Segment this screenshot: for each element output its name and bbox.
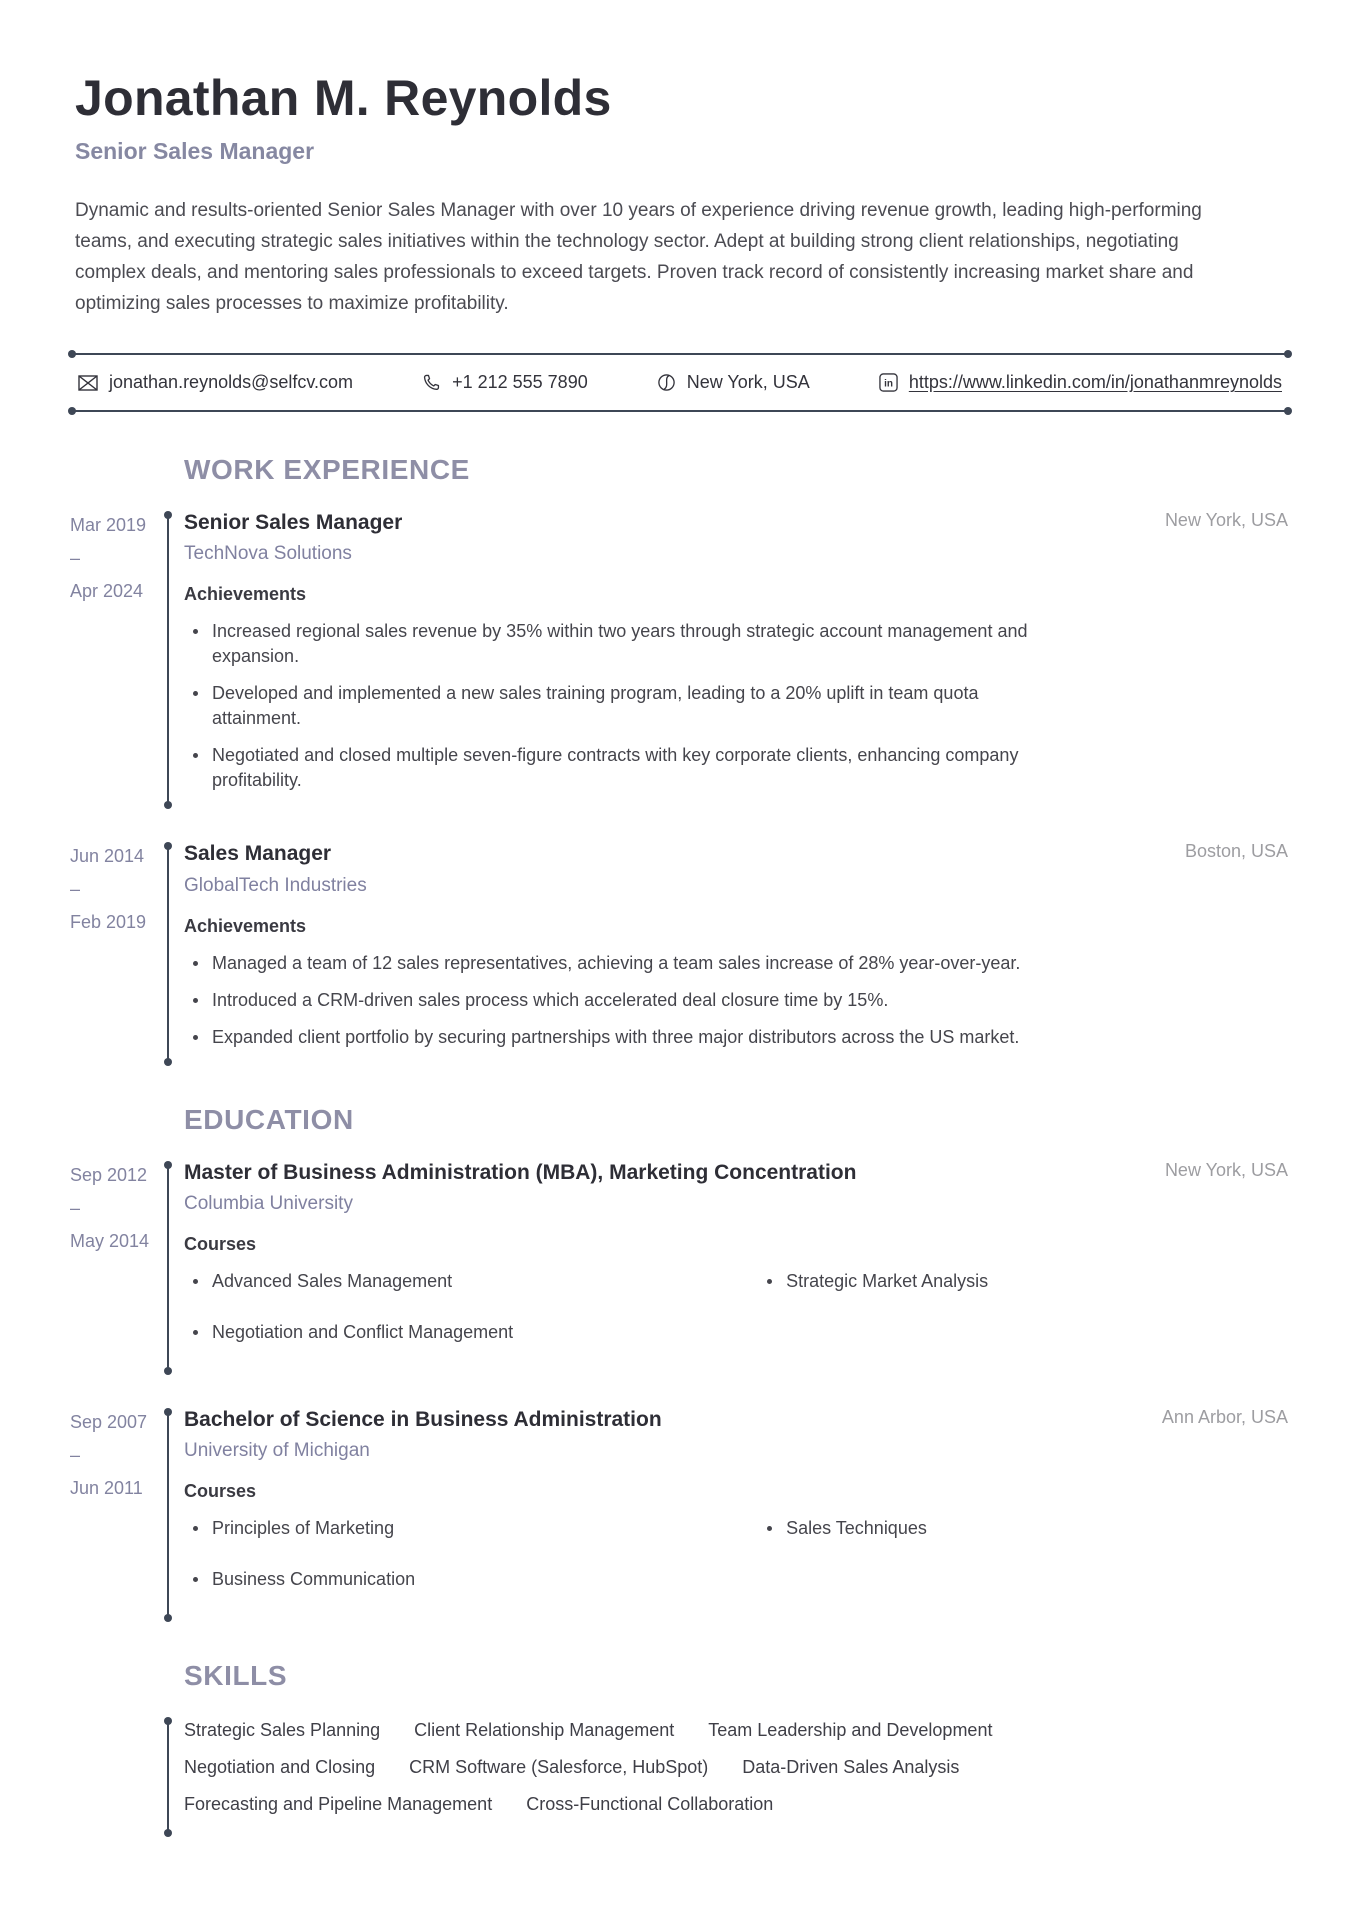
- work-entry-2-dates: [70, 841, 160, 1061]
- skill-item: Team Leadership and Development: [708, 1720, 993, 1740]
- timeline-dot-bottom: [164, 1367, 172, 1375]
- contact-bar: [70, 353, 1290, 412]
- timeline-dot-bottom: [164, 1614, 172, 1622]
- contact-location: [657, 372, 810, 393]
- timeline-dot-top: [164, 1161, 172, 1169]
- timeline-connector: [160, 841, 184, 1061]
- resume-header: [0, 0, 1350, 319]
- company-name: TechNova Solutions: [184, 543, 352, 565]
- job-location: New York, USA: [1164, 510, 1288, 530]
- achievement-item: Managed a team of 12 sales representatives, achieving a team sales increase of 28% year-over-year.: [184, 951, 1039, 976]
- section-title-work: WORK EXPERIENCE: [184, 454, 470, 485]
- job-location: Boston, USA: [1184, 841, 1288, 862]
- school-name: Columbia University: [184, 1192, 353, 1214]
- timeline-dot-top: [164, 1717, 172, 1725]
- course-item: Advanced Sales Management: [184, 1269, 758, 1294]
- summary-paragraph: Dynamic and results-oriented Senior Sales Manager with over 10 years of experience driving revenue growth, leading high-performing teams, and executing strategic sales initiatives within the technology sector. Adept at building strong client relationships, negotiating complex deals, and mentoring sales professionals to exceed targets. Proven track record of consistently increasing market share and optimizing sales processes to maximize profitability.: [75, 200, 1202, 314]
- company-name: GlobalTech Industries: [184, 874, 367, 896]
- contact-bottom-divider: [70, 410, 1290, 412]
- timeline-dot-bottom: [164, 1058, 172, 1066]
- skill-item: Client Relationship Management: [414, 1720, 675, 1740]
- skill-item: Negotiation and Closing: [184, 1757, 376, 1777]
- skill-item: CRM Software (Salesforce, HubSpot): [409, 1757, 709, 1777]
- course-item: Sales Techniques: [758, 1516, 1288, 1541]
- section-title-skills: SKILLS: [184, 1660, 288, 1691]
- course-item: Negotiation and Conflict Management: [184, 1320, 758, 1345]
- timeline-connector: [160, 510, 184, 805]
- timeline-dot-top: [164, 1408, 172, 1416]
- contact-email: [78, 372, 353, 393]
- timeline-dot-bottom: [164, 801, 172, 809]
- work-entry-2: [70, 841, 1288, 1061]
- timeline-dot-bottom: [164, 1829, 172, 1837]
- date-separator: –: [70, 1444, 81, 1465]
- skill-item: Strategic Sales Planning: [184, 1720, 381, 1740]
- work-entry-1: [70, 510, 1288, 805]
- timeline-connector: [160, 1160, 184, 1371]
- skills-section: [70, 1716, 1288, 1833]
- date-from: Sep 2012: [70, 1164, 148, 1185]
- education-entry-2-dates: [70, 1407, 160, 1618]
- courses-label: Courses: [184, 1481, 257, 1501]
- course-item: Principles of Marketing: [184, 1516, 758, 1541]
- person-job-title: Senior Sales Manager: [75, 138, 315, 164]
- svg-text:in: in: [883, 378, 893, 390]
- date-separator: –: [70, 548, 81, 568]
- courses-list: [184, 1516, 1288, 1618]
- section-title-education: EDUCATION: [184, 1103, 354, 1135]
- skill-item: Data-Driven Sales Analysis: [742, 1757, 960, 1777]
- phone-icon: [422, 373, 441, 392]
- job-title: Senior Sales Manager: [184, 511, 403, 534]
- envelope-icon: [78, 375, 98, 391]
- achievements-list: [184, 619, 1039, 793]
- linkedin-icon: [879, 373, 898, 392]
- date-separator: –: [70, 1197, 81, 1218]
- timeline-connector: [160, 1716, 184, 1833]
- contact-email-text: jonathan.reynolds@selfcv.com: [109, 372, 354, 392]
- date-to: Apr 2024: [70, 581, 144, 601]
- contact-top-divider: [70, 353, 1290, 355]
- achievements-label: Achievements: [184, 584, 307, 605]
- contact-phone: [422, 372, 588, 393]
- contact-linkedin-link[interactable]: https://www.linkedin.com/in/jonathanmreynolds: [908, 372, 1282, 392]
- education-entry-2: [70, 1407, 1288, 1618]
- degree-title: Bachelor of Science in Business Administration: [184, 1407, 662, 1431]
- timeline-dot-top: [164, 511, 172, 519]
- education-entry-1: [70, 1160, 1288, 1371]
- skills-row-2: [184, 1755, 1288, 1779]
- date-from: Jun 2014: [70, 846, 145, 867]
- job-title: Sales Manager: [184, 842, 332, 866]
- achievement-item: Negotiated and closed multiple seven-figure contracts with key corporate clients, enhancing company profitability.: [184, 743, 1039, 793]
- skill-item: Cross-Functional Collaboration: [526, 1794, 774, 1814]
- school-location: New York, USA: [1164, 1159, 1288, 1180]
- date-from: Mar 2019: [70, 515, 147, 535]
- achievement-item: Increased regional sales revenue by 35% within two years through strategic account management and expansion.: [184, 619, 1039, 669]
- achievements-list: [184, 951, 1039, 1050]
- contact-linkedin: [879, 372, 1282, 393]
- skills-row-1: [184, 1718, 1288, 1742]
- skills-row-3: [184, 1792, 1288, 1816]
- degree-title: Master of Business Administration (MBA), Marketing Concentration: [184, 1160, 857, 1184]
- course-item: Business Communication: [184, 1567, 758, 1592]
- skill-item: Forecasting and Pipeline Management: [184, 1794, 493, 1814]
- achievements-label: Achievements: [184, 915, 307, 936]
- date-to: May 2014: [70, 1230, 150, 1251]
- timeline-dot-top: [164, 842, 172, 850]
- resume-body: [0, 454, 1350, 1833]
- course-item: Strategic Market Analysis: [758, 1269, 1288, 1294]
- courses-list: [184, 1269, 1288, 1371]
- education-entry-1-dates: [70, 1160, 160, 1371]
- date-from: Sep 2007: [70, 1411, 148, 1432]
- timeline-connector: [160, 1407, 184, 1618]
- achievement-item: Introduced a CRM-driven sales process which accelerated deal closure time by 15%.: [184, 988, 1039, 1013]
- achievement-item: Expanded client portfolio by securing partnerships with three major distributors across the US market.: [184, 1025, 1039, 1050]
- contact-location-text: New York, USA: [686, 372, 810, 392]
- location-icon: [657, 373, 676, 392]
- school-name: University of Michigan: [184, 1440, 370, 1461]
- work-entry-1-dates: [70, 510, 160, 805]
- date-to: Jun 2011: [70, 1477, 143, 1498]
- person-name: Jonathan M. Reynolds: [75, 70, 612, 126]
- school-location: Ann Arbor, USA: [1161, 1406, 1288, 1427]
- contact-phone-text: +1 212 555 7890: [452, 372, 588, 392]
- date-to: Feb 2019: [70, 912, 147, 933]
- courses-label: Courses: [184, 1233, 257, 1254]
- date-separator: –: [70, 879, 81, 900]
- achievement-item: Developed and implemented a new sales training program, leading to a 20% uplift in team quota attainment.: [184, 681, 1039, 731]
